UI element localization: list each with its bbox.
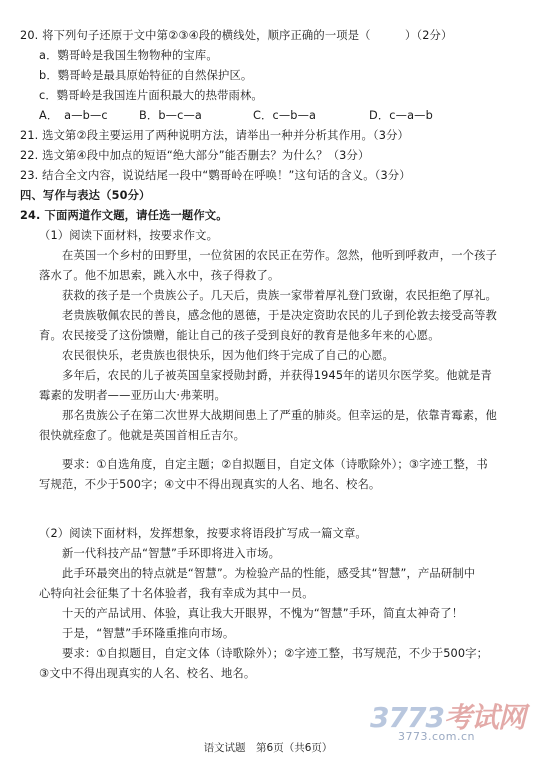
watermark <box>370 696 530 746</box>
question-20-options <box>39 109 519 123</box>
option-d: D．c—a—b <box>369 109 433 122</box>
topic-1-line: 多年后，农民的儿子被英国皇家授勋封爵，并获得1945年的诺贝尔医学奖。他就是青 <box>62 369 492 382</box>
topic-2-line: 此手环最突出的特点就是“智慧”。为检验产品的性能，感受其“智慧”，产品研制中 <box>62 567 476 580</box>
question-22: 22. 选文第④段中加点的短语“绝大部分”能否删去？为什么？（3分） <box>20 149 370 162</box>
topic-1-requirements-cont: 写规范，不少于500字；④文中不得出现真实的人名、地名、校名。 <box>39 478 381 491</box>
question-23: 23. 结合全文内容，说说结尾一段中“鹦哥岭在呼唤！”这句话的含义。（3分） <box>20 169 411 182</box>
question-20-sentence-a: a．鹦哥岭是我国生物物种的宝库。 <box>39 49 218 62</box>
question-20-sentence-c: c．鹦哥岭是我国连片面积最大的热带雨林。 <box>39 89 263 102</box>
option-c: C．c—b—a <box>253 109 317 122</box>
question-21: 21. 选文第②段主要运用了两种说明方法，请举出一种并分析其作用。（3分） <box>20 129 409 142</box>
option-a: A． a—b—c <box>39 109 108 122</box>
question-20: 20. 将下列句子还原于文中第②③④段的横线处，顺序正确的一项是（ ）（2分） <box>20 29 453 42</box>
question-24: 24. 下面两道作文题，请任选一题作文。 <box>20 209 228 222</box>
topic-2-line: 心特向社会征集了十名体验者，我有幸成为其中一员。 <box>39 587 314 600</box>
option-b: B．b—c—a <box>139 109 202 122</box>
question-20-sentence-b: b．鹦哥岭是最具原始特征的自然保护区。 <box>39 69 253 82</box>
topic-1-line: 老贵族敬佩农民的善良，感念他的恩德，于是决定资助农民的儿子到伦敦去接受高等教 <box>62 309 497 322</box>
topic-1-line: 霉素的发明者——亚历山大·弗莱明。 <box>39 389 226 402</box>
topic-1-line: 育。农民接受了这份馈赠，能让自己的孩子受到良好的教育是他多年来的心愿。 <box>39 329 440 342</box>
watermark-logo: 3773考试网 <box>370 701 525 734</box>
topic-2-line: 十天的产品试用、体验，真让我大开眼界，不愧为“智慧”手环，简直太神奇了！ <box>62 607 464 620</box>
section-4-heading: 四、写作与表达（50分） <box>20 189 151 202</box>
topic-1-intro: （1）阅读下面材料，按要求作文。 <box>39 229 219 242</box>
topic-1-line: 很快就痊愈了。他就是英国首相丘吉尔。 <box>39 429 246 442</box>
topic-2-requirements: 要求：①自拟题目，自定文体（诗歌除外）；②字迹工整，书写规范，不少于500字； <box>62 647 489 660</box>
topic-1-line: 落水了。他不加思索，跳入水中，孩子得救了。 <box>39 269 280 282</box>
watermark-url: 3773.com.cn <box>398 730 475 743</box>
topic-2-intro: （2）阅读下面材料，发挥想象，按要求将语段扩写成一篇文章。 <box>39 527 367 540</box>
topic-1-line: 获救的孩子是一个贵族公子。几天后，贵族一家带着厚礼登门致谢，农民拒绝了厚礼。 <box>62 289 497 302</box>
page-footer: 语文试题 第6页（共6页） <box>203 742 333 754</box>
topic-1-requirements: 要求：①自选角度，自定主题；②自拟题目，自定文体（诗歌除外）；③字迹工整，书 <box>62 458 488 471</box>
topic-2-requirements-cont: ③文中不得出现真实的人名、校名、地名。 <box>39 667 256 680</box>
topic-1-line: 那名贵族公子在第二次世界大战期间患上了严重的肺炎。但幸运的是，依靠青霉素，他 <box>62 409 497 422</box>
topic-2-line: 于是，“智慧”手环隆重推向市场。 <box>62 627 235 640</box>
topic-1-line: 在英国一个乡村的田野里，一位贫困的农民正在劳作。忽然，他听到呼救声，一个孩子 <box>62 249 497 262</box>
topic-2-line: 新一代科技产品“智慧”手环即将进入市场。 <box>62 547 281 560</box>
topic-1-line: 农民很快乐，老贵族也很快乐，因为他们终于完成了自己的心愿。 <box>62 349 394 362</box>
